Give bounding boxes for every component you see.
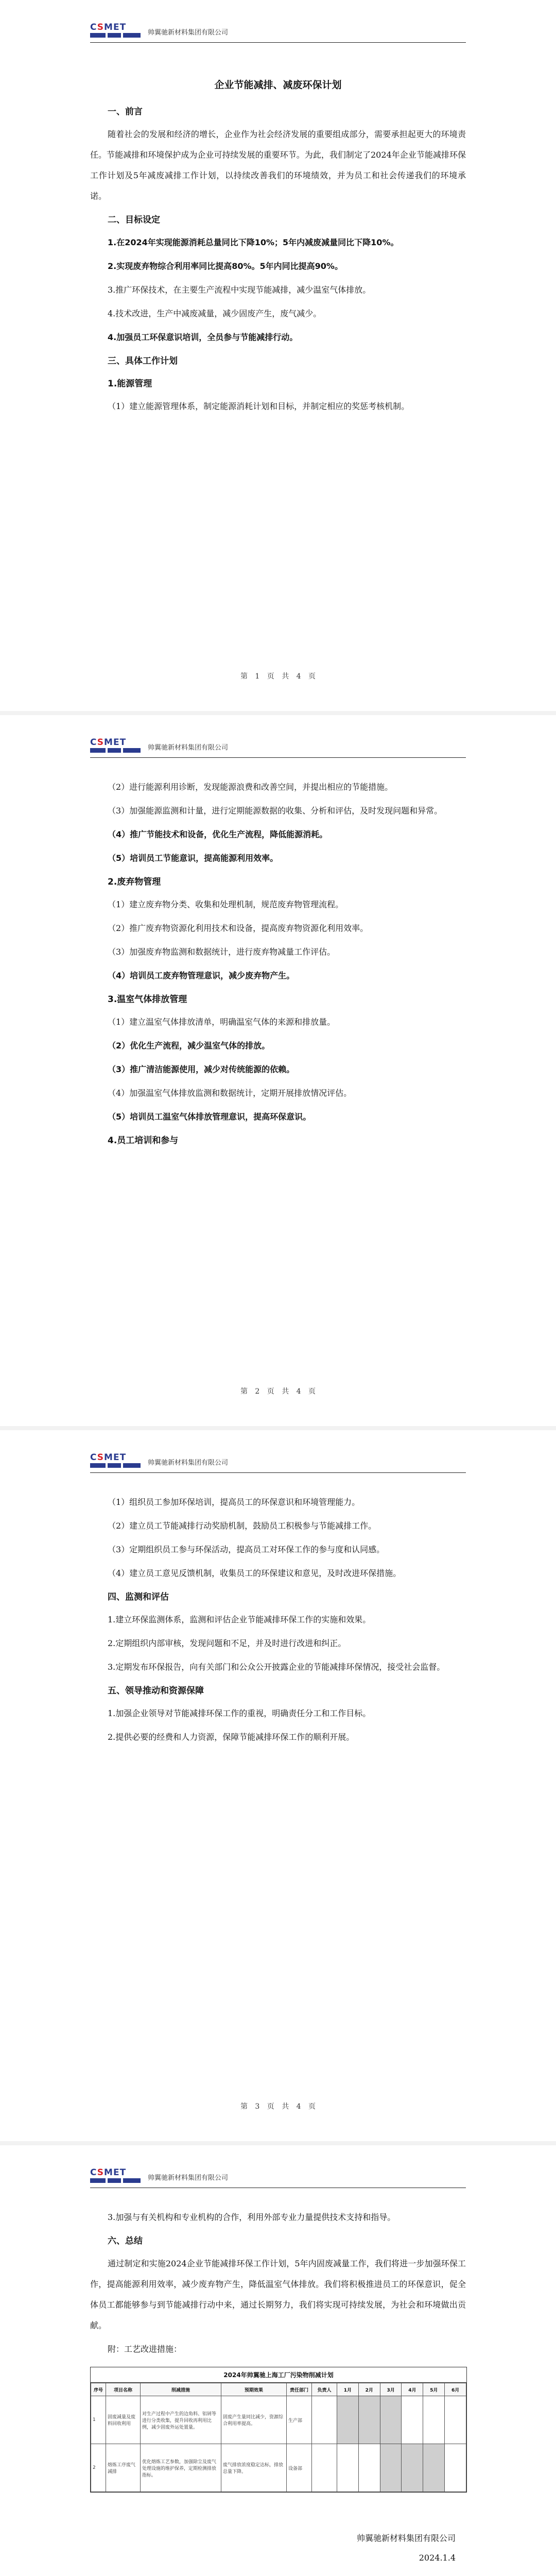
document-page-3 (0, 1430, 556, 2141)
goal-item: 4.加强员工环保意识培训，全员参与节能减排行动。 (108, 332, 298, 342)
section-heading: 一、前言 (108, 107, 143, 117)
header-company-name: 帅翼驰新材料集团有限公司 (148, 2174, 229, 2182)
subsection-heading: 3.温室气体排放管理 (108, 994, 187, 1005)
paragraph: 3.定期发布环保报告，向有关部门和公众公开披露企业的节能减排环保情况，接受社会监督。 (108, 1662, 445, 1672)
schedule-cell (402, 2396, 423, 2444)
column-header: 2月 (358, 2383, 380, 2396)
schedule-cell (380, 2444, 402, 2492)
schedule-cell (423, 2396, 445, 2444)
paragraph: 1.加强企业领导对节能减排环保工作的重视，明确责任分工和工作目标。 (108, 1708, 371, 1718)
paragraph: （5）培训员工节能意识，提高能源利用效率。 (108, 853, 279, 863)
table-cell (312, 2444, 337, 2492)
paragraph: （4）培训员工废弃物管理意识，减少废弃物产生。 (108, 971, 295, 980)
company-logo: CSMET (90, 738, 148, 756)
paragraph: （1）建立废弃物分类、收集和处理机制，规范废弃物管理流程。 (108, 900, 344, 909)
header-company-name: 帅翼驰新材料集团有限公司 (148, 29, 229, 37)
table-cell: 对生产过程中产生的边角料、铝屑等进行分类收集，提升回收再利用比例，减少固废外运处置量。 (141, 2396, 221, 2444)
table-cell: 2 (91, 2444, 106, 2492)
header-company-name: 帅翼驰新材料集团有限公司 (148, 1459, 229, 1467)
paragraph: （3）加强废弃物监测和数据统计，进行废弃物减量工作评估。 (108, 947, 336, 957)
paragraph: （1）建立温室气体排放清单，明确温室气体的来源和排放量。 (108, 1017, 336, 1027)
schedule-cell (358, 2396, 380, 2444)
section-heading: 五、领导推动和资源保障 (108, 1686, 204, 1696)
column-header: 4月 (402, 2383, 423, 2396)
section-heading: 二、目标设定 (108, 215, 160, 225)
column-header: 项目名称 (106, 2383, 141, 2396)
paragraph: （3）加强能源监测和计量，进行定期能源数据的收集、分析和评估，及时发现问题和异常。 (108, 806, 443, 816)
paragraph: 随着社会的发展和经济的增长，企业作为社会经济发展的重要组成部分，需要承担起更大的环境责任。节能减排和环境保护成为企业可持续发展的重要环节。为此，我们制定了2024年企业节能减排环保工作计划及5年减废减排工作计划，以持续改善我们的环境绩效，并为员工和社会传递我们的环境承诺。 (90, 129, 466, 201)
table-cell: 生产部 (287, 2396, 312, 2444)
page-header (90, 1452, 466, 1472)
column-header: 3月 (380, 2383, 402, 2396)
subsection-heading: 2.废弃物管理 (108, 877, 161, 887)
column-header: 预期效果 (221, 2383, 287, 2396)
paragraph: （2）进行能源利用诊断，发现能源浪费和改善空间，并提出相应的节能措施。 (108, 782, 393, 792)
table-cell (312, 2396, 337, 2444)
table-cell: 废气排放浓度稳定达标，排放总量下降。 (221, 2444, 287, 2492)
header-company-name: 帅翼驰新材料集团有限公司 (148, 744, 229, 752)
attached-plan-table (90, 2367, 467, 2493)
paragraph: 2.提供必要的经费和人力资源，保障节能减排环保工作的顺利开展。 (108, 1732, 355, 1742)
paragraph: （3）定期组织员工参与环保活动，提高员工对环保工作的参与度和认同感。 (108, 1545, 385, 1554)
table-header-row (91, 2383, 466, 2396)
column-header: 1月 (337, 2383, 359, 2396)
paragraph: （4）推广节能技术和设备，优化生产流程，降低能源消耗。 (108, 829, 328, 839)
page-footer: 第 1 页 共 4 页 (240, 672, 316, 681)
goal-item: 1.在2024年实现能源消耗总量同比下降10%；5年内减废减量同比下降10%。 (108, 238, 399, 247)
paragraph: 2.定期组织内部审核，发现问题和不足，并及时进行改进和纠正。 (108, 1638, 346, 1648)
paragraph: （2）推广废弃物资源化利用技术和设备，提高废弃物资源化利用效率。 (108, 923, 369, 933)
goal-item: 4.技术改进，生产中减废减量，减少固废产生，废气减少。 (108, 309, 322, 318)
column-header: 5月 (423, 2383, 445, 2396)
table-cell: 固废减量及废料回收利用 (106, 2396, 141, 2444)
column-header: 负责人 (312, 2383, 337, 2396)
company-logo: CSMET (90, 23, 148, 41)
schedule-cell (402, 2444, 423, 2492)
column-header: 序号 (91, 2383, 106, 2396)
schedule-cell (337, 2444, 359, 2492)
page-footer: 第 3 页 共 4 页 (240, 2103, 316, 2111)
column-header: 责任部门 (287, 2383, 312, 2396)
table-cell: 固废产生量同比减少，资源综合利用率提高。 (221, 2396, 287, 2444)
schedule-cell (337, 2396, 359, 2444)
attachment-label: 附：工艺改进措施： (108, 2344, 182, 2354)
document-page-2 (0, 715, 556, 1426)
closing-date: 2024.1.4 (419, 2553, 456, 2563)
document-title: 企业节能减排、减废环保计划 (214, 79, 342, 91)
company-logo: CSMET (90, 1453, 148, 1471)
goal-item: 3.推广环保技术，在主要生产流程中实现节能减排，减少温室气体排放。 (108, 285, 371, 295)
header-divider (90, 757, 466, 758)
document-page-4 (0, 2145, 556, 2576)
header-divider (90, 42, 466, 43)
schedule-cell (445, 2444, 466, 2492)
company-logo: CSMET (90, 2168, 148, 2187)
closing-company: 帅翼驰新材料集团有限公司 (356, 2533, 456, 2543)
paragraph: 1.建立环保监测体系，监测和评估企业节能减排环保工作的实施和效果。 (108, 1615, 371, 1624)
header-divider (90, 1472, 466, 1473)
section-heading: 四、监测和评估 (108, 1592, 169, 1602)
table-cell: 1 (91, 2396, 106, 2444)
paragraph: （2）优化生产流程，减少温室气体的排放。 (108, 1041, 270, 1050)
page-header (90, 22, 466, 42)
section-heading: 三、具体工作计划 (108, 356, 178, 366)
paragraph: （1）组织员工参加环保培训，提高员工的环保意识和环境管理能力。 (108, 1497, 360, 1507)
paragraph: （2）建立员工节能减排行动奖励机制，鼓励员工积极参与节能减排工作。 (108, 1521, 377, 1531)
table-cell: 优化熔炼工艺参数，加强除尘及废气处理设施的维护保养，定期检测排放指标。 (141, 2444, 221, 2492)
table-row (91, 2444, 466, 2492)
paragraph: （1）建立能源管理体系，制定能源消耗计划和目标，并制定相应的奖惩考核机制。 (108, 401, 410, 411)
subsection-heading: 1.能源管理 (108, 379, 152, 389)
table-row (91, 2396, 466, 2444)
plan-table (91, 2383, 466, 2492)
goal-item: 2.实现废弃物综合利用率同比提高80%。5年内同比提高90%。 (108, 261, 343, 271)
closing-block (90, 2529, 466, 2568)
table-title: 2024年帅翼驰上海工厂污染物削减计划 (91, 2367, 466, 2383)
table-cell: 熔炼工序废气减排 (106, 2444, 141, 2492)
paragraph: （3）推广清洁能源使用，减少对传统能源的依赖。 (108, 1064, 295, 1074)
section-heading: 六、总结 (108, 2236, 143, 2246)
paragraph: 3.加强与有关机构和专业机构的合作，利用外部专业力量提供技术支持和指导。 (108, 2212, 396, 2222)
table-cell: 设备部 (287, 2444, 312, 2492)
page-footer: 第 2 页 共 4 页 (240, 1387, 316, 1396)
column-header: 削减措施 (141, 2383, 221, 2396)
subsection-heading: 4.员工培训和参与 (108, 1136, 179, 1146)
page-header (90, 737, 466, 757)
page-header (90, 2167, 466, 2188)
schedule-cell (380, 2396, 402, 2444)
schedule-cell (445, 2396, 466, 2444)
column-header: 6月 (445, 2383, 466, 2396)
paragraph: （4）加强温室气体排放监测和数据统计，定期开展排放情况评估。 (108, 1088, 352, 1098)
schedule-cell (423, 2444, 445, 2492)
summary-paragraph: 通过制定和实施2024企业节能减排环保工作计划，5年内固废减量工作，我们将进一步加强环保工作，提高能源利用效率，减少废弃物产生，降低温室气体排放。我们将积极推进员工的环保意识，促全体员工都能够参与到节能减排行动中来，通过长期努力，我们将实现可持续发展，为社会和环境做出贡献。 (90, 2259, 466, 2330)
document-page-1 (0, 0, 556, 711)
paragraph: （5）培训员工温室气体排放管理意识，提高环保意识。 (108, 1112, 311, 1122)
paragraph: （4）建立员工意见反馈机制，收集员工的环保建议和意见，及时改进环保措施。 (108, 1568, 402, 1578)
schedule-cell (358, 2444, 380, 2492)
